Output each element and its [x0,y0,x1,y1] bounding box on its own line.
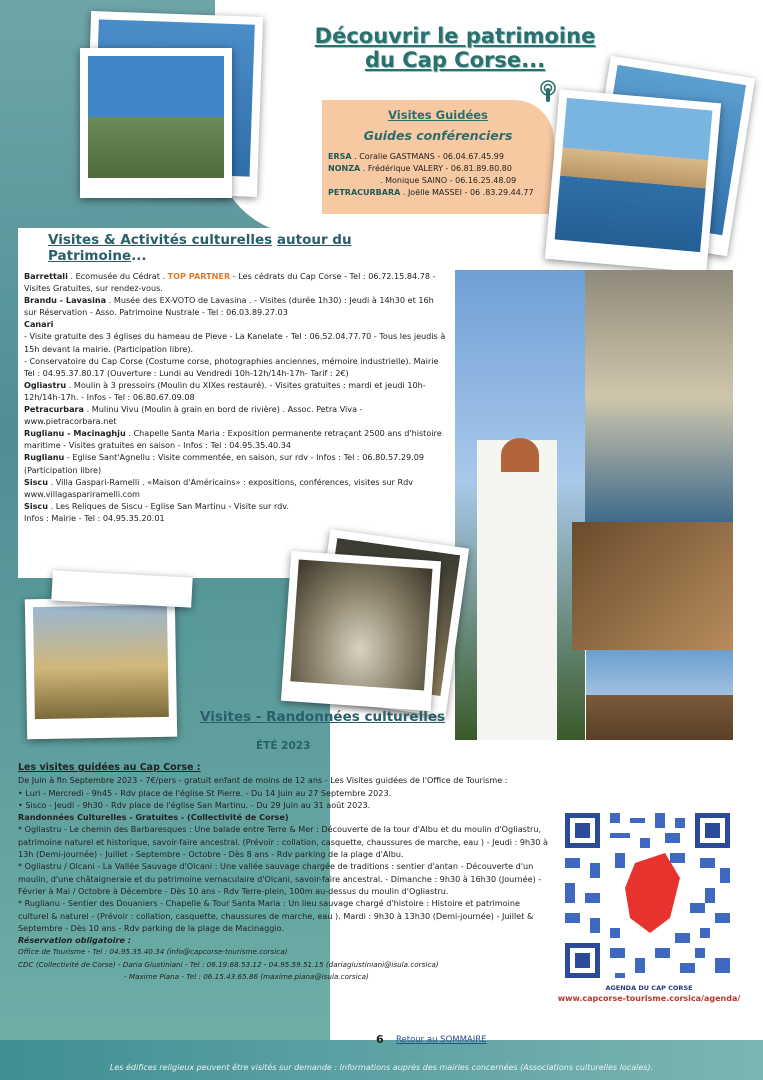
rando-line: CDC (Collectivité de Corse) - Daria Giustiniani - Tel : 06.19.68.53.12 - 04.95.59.51.15 (dariagiustiniani@isula.corsica) [18,959,439,969]
activities-title: Visites & Activités culturelles autour du Patrimoine... [48,232,352,264]
activity-item: Ruglianu - Eglise Sant'Agnellu : Visite commentée, en saison, sur rdv - Infos : Tel : 06.80.57.29.09 (Participation libre) [24,452,425,475]
photo-oven [281,551,441,711]
guide-row: NONZA . Frédérique VALERY - 06.81.89.80.80 [328,164,512,173]
photo-mill [572,522,733,650]
rando-line: * Ogliastru / Olcani - La Vallée Sauvage d'Olcani : Une vallée sauvage chargée de traditions : sentier d'antan - Découverte d'un moulin, d'une châtaigneraie et du patrimoine vernaculaire d'Olcani, savoir-faire ancestral. - Dimanche : 9h30 à 16h30 (Journée) - Février à Mai / Octobre à Décembre - Dès 10 ans - Rdv Terre-plein, 100m au-dessus du moulin d'Ogliastru. [18,861,542,896]
activity-item: Brandu - Lavasina . Musée des EX-VOTO de Lavasina . - Visites (durée 1h30) : Jeudi à 14h30 et 16h sur Réservation - Asso. Patrimoine Nustrale - Tel : 06.03.89.27.03 [24,295,434,318]
rando-line: • Luri - Mercredi - 9h45 - Rdv place de l'église St Pierre. - Du 14 Juin au 27 Septembre 2023. [18,787,392,798]
photo-tower-village [80,48,232,198]
activity-item: Siscu . Villa Gaspari-Ramelli . «Maison d'Américains» : expositions, conférences, visites sur Rdv www.villagaspariramelli.com [24,476,414,499]
rando-line: Réservation obligatoire : [18,935,132,946]
photo-bell-tower [455,270,585,740]
rando-line: Office de Tourisme - Tel : 04.95.35.40.34 (info@capcorse-tourisme.corsica) [18,947,288,957]
activity-item: Siscu . Les Reliques de Siscu - Eglise San Martinu - Visite sur rdv. [24,500,289,511]
back-to-summary-link[interactable]: Retour au SOMMAIRE [396,1035,487,1045]
qr-url[interactable]: www.capcorse-tourisme.corsica/agenda/ [557,994,741,1003]
randos-heading: Les visites guidées au Cap Corse : [18,762,201,773]
activity-item: Petracurbara . Mulinu Vivu (Moulin à grain en bord de rivière) . Assoc. Petra Viva - www.pietracorbara.net [24,404,363,427]
randos-title: Visites - Randonnées culturelles [200,709,446,725]
guide-row: ERSA . Coralie GASTMANS - 06.04.67.45.99 [328,152,504,161]
activity-item: - Visite gratuite des 3 églises du hameau de Pieve - La Kanelate - Tel : 06.52.04.77.70 - Tous les jeudis à 15h devant la mairie. (Participation libre). [24,331,446,354]
guides-box [322,100,554,214]
guides-subheading: Guides conférenciers [363,128,513,143]
guide-row: PETRACURBARA . Joëlle MASSEI - 06 .83.29.44.77 [328,188,534,197]
qr-caption: AGENDA DU CAP CORSE [605,984,693,992]
guides-heading: Visites Guidées [388,108,488,122]
page-title: Découvrir le patrimoine du Cap Corse... [314,24,596,72]
season-label: ÉTÉ 2023 [256,740,311,752]
activity-item: Ogliastru . Moulin à 3 pressoirs (Moulin du XIXes restauré). - Visites gratuites : mardi et jeudi 10h-12h/14h-17h. - Infos - Tel : 06.80.67.09.08 [24,379,426,402]
activity-item: - Conservatoire du Cap Corse (Costume corse, photographies anciennes, mémoire industrielle). Mairie Tel : 04.95.37.80.17 (Ouverture : Lundi au Vendredi 10h-12h/14h-17h- Tarif : 2€) [24,355,439,378]
activity-item: Ruglianu - Macinaghju . Chapelle Santa Maria : Exposition permanente retraçant 2500 ans d'histoire maritime - Visites gratuites en saison - Infos : Tel : 04.95.35.40.34 [24,428,442,451]
rando-line: De Juin à fin Septembre 2023 - 7€/pers - gratuit enfant de moins de 12 ans - Les Visites guidées de l'Office de Tourisme : [18,775,508,786]
photo-arches [585,270,733,522]
qr-code[interactable] [560,808,735,983]
page-number: 6 [376,1033,384,1046]
photo-harbour [545,89,721,272]
rando-line: - Maxime Piana - Tel : 06.15.43.65.86 (maxime.piana@isula.corsica) [124,972,369,982]
guide-row: . Monique SAINO - 06.16.25.48.09 [380,176,517,185]
activity-item: Barrettali . Ecomusée du Cédrat . TOP PARTNER - Les cédrats du Cap Corse - Tel : 06.72.15.84.78 - Visites Gratuites, sur rendez-vous. [24,271,436,294]
activity-item: Canari [24,319,54,330]
activities-section [18,228,454,578]
rando-line: Randonnées Culturelles - Gratuites - (Collectivité de Corse) [18,812,289,823]
photo-chapel [25,597,177,740]
footer-band [0,1040,763,1080]
photo-tower-ruins [586,650,733,740]
touch-icon [538,80,558,106]
rando-line: * Ogliastru - Le chemin des Barbaresques : Une balade entre Terre & Mer : Découverte de la tour d'Albu et du moulin d'Ogliastru, patrimoine naturel et historique, savoir-faire ancestral. (Prévoir : collation, casquette, chaussures de marche, eau ) - Jeudi : 9h30 à 13h (Demi-journée) - Juillet - Septembre - Octobre - Dès 8 ans - Rdv parking de la plage d'Albu. [18,824,548,860]
activity-item: Infos : Mairie - Tel : 04.95.35.20.01 [24,512,165,523]
rando-line: * Ruglianu - Sentier des Douaniers - Chapelle & Tour Santa Maria : Un lieu sauvage chargé d'histoire : Histoire et patrimoine culturel & naturel - (Prévoir : collation, casquette, chaussures de marche, eau ). Mardi : 9h30 à 13h30 (Demi-journée) - Juillet & Septembre - Dès 10 ans - Rdv parking de la plage de Macinaggio. [18,898,534,933]
randos-section [18,762,552,983]
footer-note: Les édifices religieux peuvent être visités sur demande : Informations auprès des mairies concernées (Associations culturelles locales). [109,1063,654,1072]
rando-line: • Sisco - Jeudi - 9h30 - Rdv place de l'église San Martinu. - Du 29 Juin au 31 août 2023. [18,799,371,810]
